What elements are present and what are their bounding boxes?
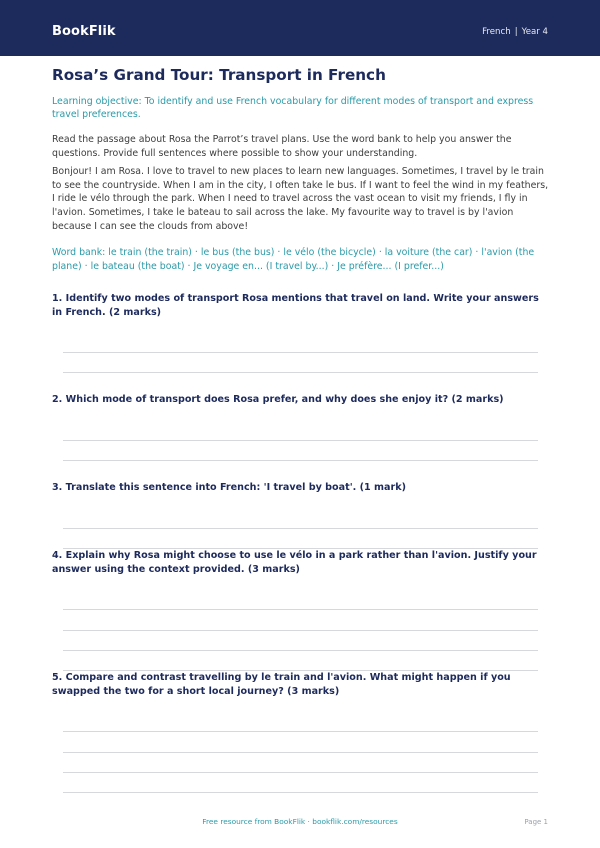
reading-passage: Bonjour! I am Rosa. I love to travel to new places to learn new languages. Sometimes, I travel by le train to see the countryside. When I am in the city, I often take le bus. If I want to feel the wind in my feathers, I ride le vélo through the park. When I need to travel across the vast ocean to visit my friends, I fly in l'avion. Sometimes, I take le bateau to sail across the lake. My favourite way to travel is by l'avion because I can see the clouds from above! <box>52 166 549 232</box>
subject-label: French <box>482 27 511 37</box>
answer-line[interactable] <box>63 440 538 441</box>
page-header <box>0 0 600 56</box>
year-label: Year 4 <box>521 27 548 37</box>
instructions-paragraph: Read the passage about Rosa the Parrot’s travel plans. Use the word bank to help you answer the questions. Provide full sentences where possible to show your understanding. <box>52 134 512 159</box>
answer-line[interactable] <box>63 630 538 631</box>
question-1: 1. Identify two modes of transport Rosa mentions that travel on land. Write your answers in French. (2 marks) <box>52 293 539 318</box>
answer-line[interactable] <box>63 792 538 793</box>
answer-line[interactable] <box>63 352 538 353</box>
answer-line[interactable] <box>63 731 538 732</box>
footer-credit[interactable]: Free resource from BookFlik · bookflik.com/resources <box>202 817 398 826</box>
answer-line[interactable] <box>63 372 538 373</box>
subject-year-label <box>482 27 548 37</box>
answer-line[interactable] <box>63 609 538 610</box>
page-number: Page 1 <box>524 818 548 826</box>
meta-separator: | <box>514 27 518 37</box>
worksheet-title: Rosa’s Grand Tour: Transport in French <box>52 66 386 84</box>
word-bank: Word bank: le train (the train) · le bus (the bus) · le vélo (the bicycle) · la voiture (the car) · l'avion (the plane) · le bateau (the boat) · Je voyage en... (I travel by...) · Je préfère... (I prefer...) <box>52 247 535 272</box>
answer-line[interactable] <box>63 752 538 753</box>
answer-line[interactable] <box>63 650 538 651</box>
learning-objective: Learning objective: To identify and use French vocabulary for different modes of transport and express travel preferences. <box>52 96 534 120</box>
question-4: 4. Explain why Rosa might choose to use le vélo in a park rather than l'avion. Justify your answer using the context provided. (3 marks) <box>52 550 537 575</box>
answer-line[interactable] <box>63 460 538 461</box>
question-2: 2. Which mode of transport does Rosa prefer, and why does she enjoy it? (2 marks) <box>52 394 504 405</box>
brand-logo[interactable]: BookFlik <box>52 24 116 39</box>
answer-line[interactable] <box>63 772 538 773</box>
question-3: 3. Translate this sentence into French: 'I travel by boat'. (1 mark) <box>52 482 406 493</box>
answer-line[interactable] <box>63 528 538 529</box>
question-5: 5. Compare and contrast travelling by le train and l'avion. What might happen if you swapped the two for a short local journey? (3 marks) <box>52 672 511 697</box>
